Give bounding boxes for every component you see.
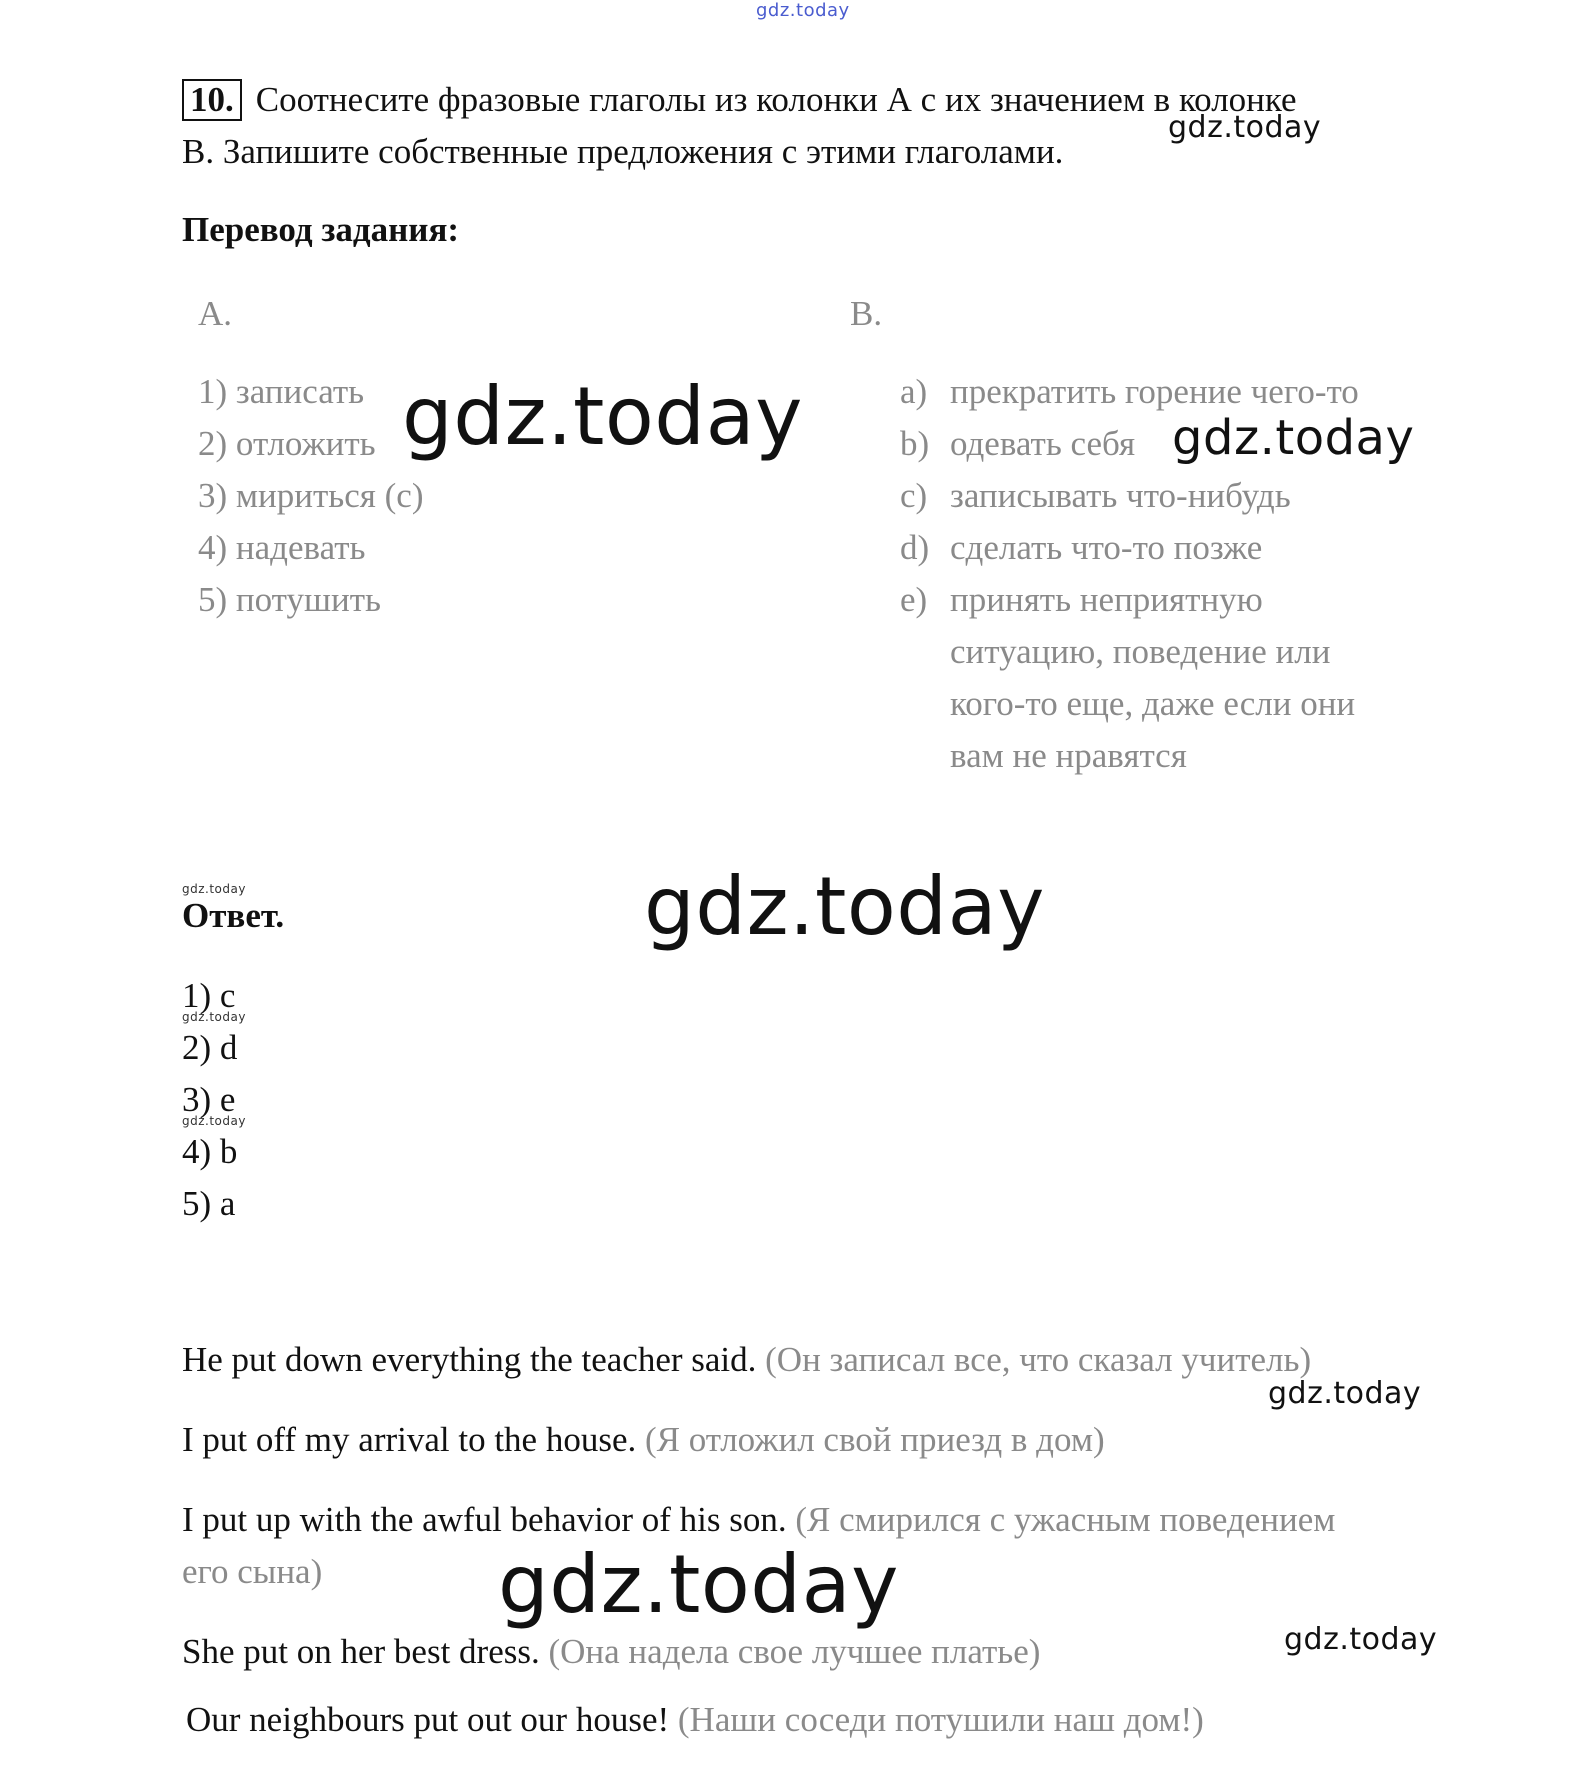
task-number: 10. xyxy=(182,79,242,121)
watermark-4: gdz.today xyxy=(644,860,1045,953)
translation-heading: Перевод задания: xyxy=(182,210,460,249)
sentence-4: She put on her best dress. (Она надела свое лучшее платье) xyxy=(182,1632,1041,1671)
list-item: 3) мириться (с) xyxy=(198,476,424,515)
list-item: 5) потушить xyxy=(198,580,381,619)
task-text-line2: В. Запишите собственные предложения с этими глаголами. xyxy=(182,132,1064,171)
column-a-header: A. xyxy=(198,294,233,333)
sentence-5: Our neighbours put out our house! (Наши соседи потушили наш дом!) xyxy=(186,1700,1204,1739)
answer-list xyxy=(182,970,237,1230)
list-item: 4) надевать xyxy=(198,528,366,567)
column-b-header: B. xyxy=(850,294,883,333)
sentence-3: I put up with the awful behavior of his son. (Я смирился с ужасным поведением xyxy=(182,1500,1336,1539)
watermark-top: gdz.today xyxy=(756,0,850,21)
watermark-7: gdz.today xyxy=(1284,1622,1438,1657)
watermark-tiny-2: gdz.today xyxy=(182,1010,246,1024)
sentence-1: He put down everything the teacher said. (Он записал все, что сказал учитель) xyxy=(182,1340,1312,1379)
watermark-6: gdz.today xyxy=(498,1538,899,1631)
sentence-2: I put off my arrival to the house. (Я отложил свой приезд в дом) xyxy=(182,1420,1105,1459)
answer-item: 3) e xyxy=(182,1080,236,1119)
answer-item: 5) a xyxy=(182,1184,236,1223)
watermark-2: gdz.today xyxy=(402,370,803,463)
list-item: d) сделать что-то позже xyxy=(900,528,1263,567)
task-text-line1: Соотнесите фразовые глаголы из колонки А с их значением в колонке xyxy=(255,80,1297,119)
list-item: b) одевать себя xyxy=(900,424,1136,463)
watermark-5: gdz.today xyxy=(1268,1376,1422,1411)
answer-item: 1) c xyxy=(182,976,236,1015)
answer-heading: Ответ. xyxy=(182,896,285,935)
column-a-list xyxy=(198,366,424,626)
watermark-tiny-3: gdz.today xyxy=(182,1114,246,1128)
watermark-3: gdz.today xyxy=(1172,410,1415,466)
list-item-continuation: кого-то еще, даже если они xyxy=(950,684,1356,723)
list-item-continuation: ситуацию, поведение или xyxy=(950,632,1331,671)
list-item: a) прекратить горение чего-то xyxy=(900,372,1359,411)
list-item: e) принять неприятную xyxy=(900,580,1263,619)
list-item: 1) записать xyxy=(198,372,365,411)
sentence-3-continuation: его сына) xyxy=(182,1552,323,1591)
watermark-tiny-1: gdz.today xyxy=(182,882,246,896)
list-item: c) записывать что-нибудь xyxy=(900,476,1291,515)
task-statement xyxy=(182,74,1297,126)
list-item-continuation: вам не нравятся xyxy=(950,736,1187,775)
watermark-1: gdz.today xyxy=(1168,110,1322,145)
list-item: 2) отложить xyxy=(198,424,376,463)
answer-item: 2) d xyxy=(182,1028,238,1067)
answer-item: 4) b xyxy=(182,1132,238,1171)
